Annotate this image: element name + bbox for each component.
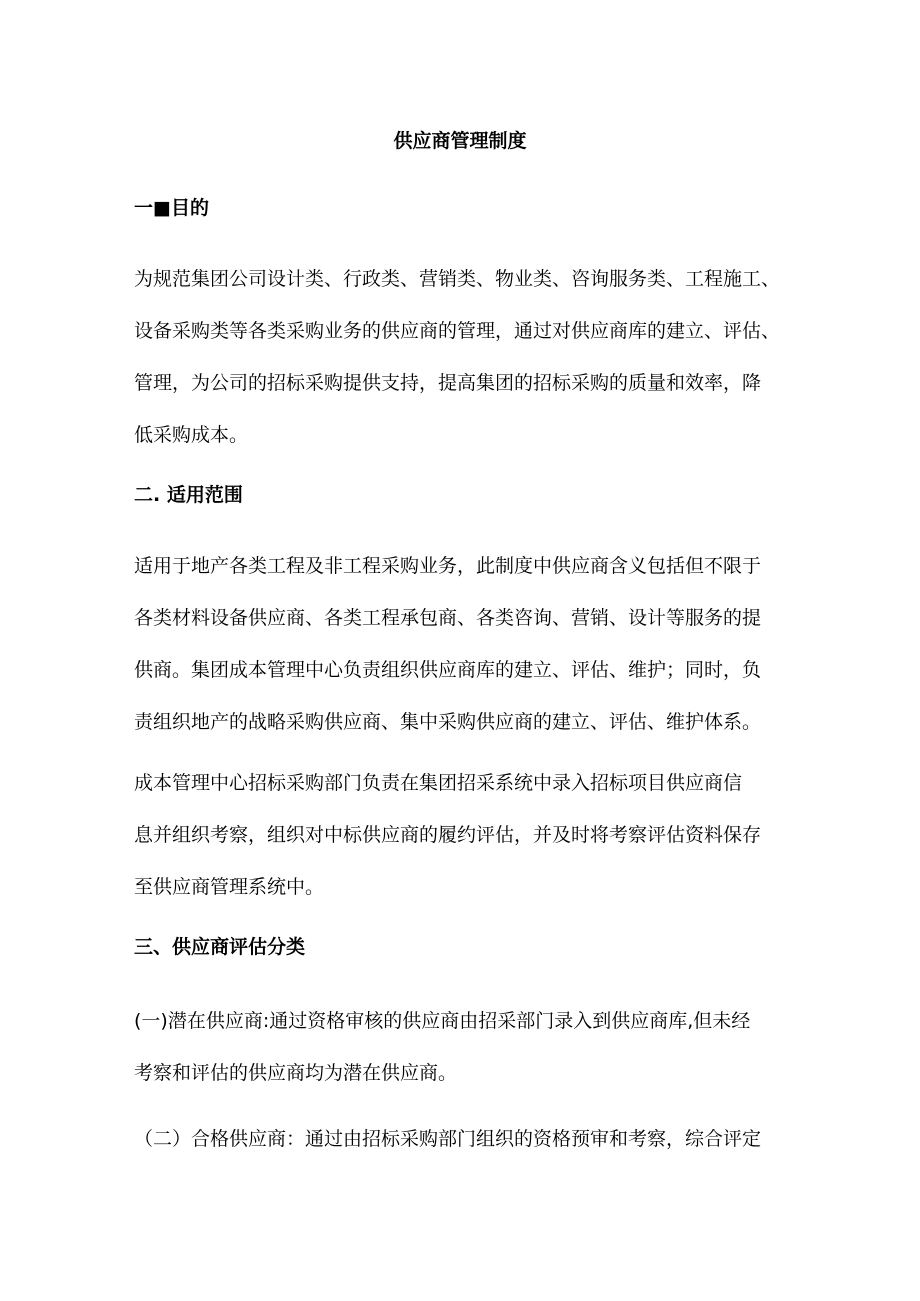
paragraph-line: 适用于地产各类工程及非工程采购业务，此制度中供应商含义包括但不限于 [134,555,762,577]
paragraph-line: 责组织地产的战略采购供应商、集中采购供应商的建立、评估、维护体系。 [134,711,762,733]
paragraph-line: 设备采购类等各类采购业务的供应商的管理，通过对供应商库的建立、评估、 [134,320,781,342]
paragraph-qualified-supplier [134,1113,794,1165]
paragraph-line: (一)潜在供应商:通过资格审核的供应商由招采部门录入到供应商库,但未经 [134,1010,751,1032]
paragraph-scope-procurement [134,757,794,913]
document-title: 供应商管理制度 [393,130,527,152]
paragraph-line: 至供应商管理系统中。 [134,876,325,898]
paragraph-scope [134,540,794,748]
paragraph-line: 考察和评估的供应商均为潜在供应商。 [134,1062,458,1084]
paragraph-line: 为规范集团公司设计类、行政类、营销类、物业类、咨询服务类、工程施工、 [134,268,781,290]
paragraph-line: 管理，为公司的招标采购提供支持，提高集团的招标采购的质量和效率，降 [134,372,762,394]
paragraph-line: 各类材料设备供应商、各类工程承包商、各类咨询、营销、设计等服务的提 [134,607,762,629]
paragraph-potential-supplier [134,995,794,1099]
paragraph-line: 成本管理中心招标采购部门负责在集团招采系统中录入招标项目供应商信 [134,772,743,794]
paragraph-purpose [134,253,794,461]
paragraph-line: 息并组织考察，组织对中标供应商的履约评估，并及时将考察评估资料保存 [134,824,762,846]
section-heading-scope: 二. 适用范围 [134,484,243,506]
paragraph-line: 低采购成本。 [134,424,249,446]
paragraph-line: （二）合格供应商：通过由招标采购部门组织的资格预审和考察，综合评定 [134,1128,762,1150]
paragraph-line: 供商。集团成本管理中心负责组织供应商库的建立、评估、维护；同时，负 [134,659,762,681]
section-heading-purpose: 一■目的 [134,197,209,219]
section-heading-classification: 三、供应商评估分类 [134,936,306,958]
